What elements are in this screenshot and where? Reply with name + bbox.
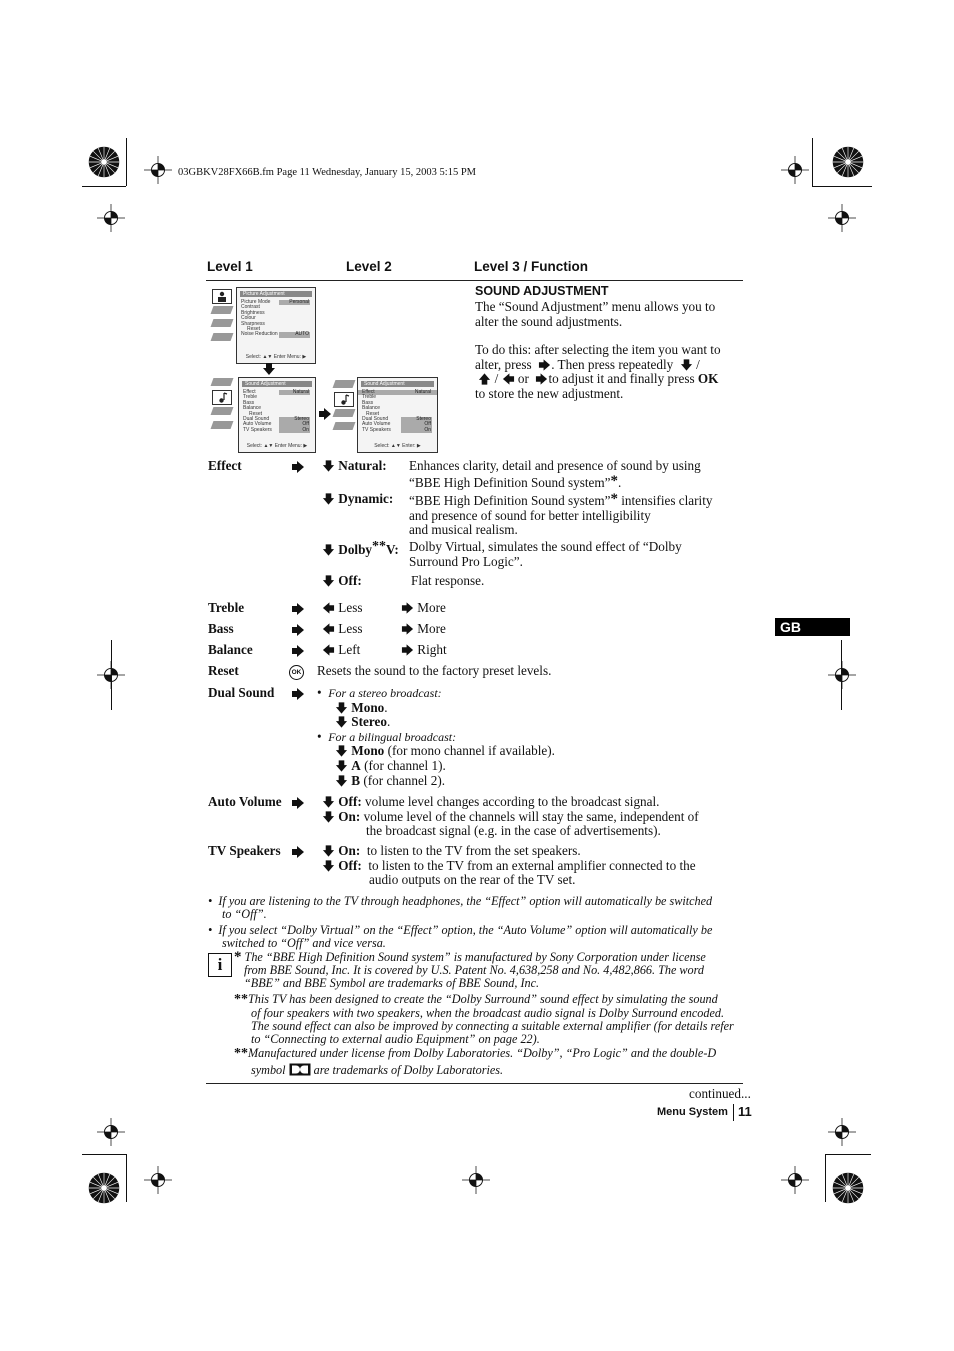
right-arrow-icon <box>291 688 305 700</box>
effect-off-text: Flat response. <box>411 573 485 588</box>
effect-natural: Natural: <box>322 459 387 474</box>
sound-adjustment-submenu: Sound Adjustment Effect Natural Treble Bass Balance Reset Dual Sound Stereo Auto Volume Off TV Speakers On Select: ▲▼ Enter: ▶ <box>357 377 438 453</box>
balance-left: Left <box>322 643 360 658</box>
bass-label: Bass <box>208 621 234 636</box>
left-arrow-icon <box>322 644 335 656</box>
registration-mark-icon <box>828 661 856 689</box>
intro-paragraph: The “Sound Adjustment” menu allows you to alter the sound adjustments. <box>475 299 716 329</box>
page-number: 11 <box>738 1104 752 1119</box>
right-arrow-icon <box>291 603 305 615</box>
dual-sound-label: Dual Sound <box>208 685 275 700</box>
treble-less: Less <box>322 601 362 616</box>
right-arrow-icon <box>291 797 305 809</box>
reset-text: Resets the sound to the factory preset levels. <box>317 663 552 678</box>
sound-adjustment-menu: Sound Adjustment Effect Natural Treble Bass Balance Reset Dual Sound Stereo Auto Volume Off TV Speakers On Select: ▲▼ Enter Menu: ▶ <box>238 377 316 453</box>
right-arrow-icon <box>401 602 414 614</box>
down-arrow-icon <box>322 544 335 556</box>
down-arrow-icon <box>322 796 335 808</box>
left-arrow-icon <box>322 602 335 614</box>
down-arrow-icon <box>335 716 348 728</box>
down-arrow-icon <box>322 460 335 472</box>
registration-mark-icon <box>828 204 856 232</box>
right-arrow-icon <box>291 624 305 636</box>
level-2-heading: Level 2 <box>346 259 392 274</box>
auto-volume-options: Off: volume level changes according to the broadcast signal. On: volume level of the channels will stay the same, independent of the broadcast signal (e.g. in the case of advertisements). <box>322 795 699 839</box>
sound-tab-icon <box>212 390 232 405</box>
sound-tab-icon <box>334 392 354 407</box>
down-arrow-icon <box>680 359 693 371</box>
footer-section-title: Menu System <box>657 1106 728 1118</box>
registration-mark-icon <box>781 156 809 184</box>
effect-dynamic: Dynamic: <box>322 492 393 507</box>
dolby-double-d-logo-icon <box>289 1063 311 1076</box>
dual-sound-options: • For a stereo broadcast: Mono. Stereo. • For a bilingual broadcast: Mono (for mono channel if available). A (for channel 1). B (for channel 2). <box>317 685 555 788</box>
registration-mark-icon <box>144 1166 172 1194</box>
left-arrow-icon <box>502 373 515 385</box>
down-arrow-icon <box>335 760 348 772</box>
note-dolby-virtual: • If you select “Dolby Virtual” on the “Effect” option, the “Auto Volume” option will automatically be switched to “Off” and vice versa. <box>208 923 713 950</box>
treble-label: Treble <box>208 600 245 615</box>
effect-row: Effect <box>208 458 242 473</box>
starburst-registration-icon <box>830 144 866 180</box>
down-arrow-icon <box>322 860 335 872</box>
right-arrow-icon <box>318 408 332 420</box>
registration-mark-icon <box>462 1166 490 1194</box>
effect-dolby-text: Dolby Virtual, simulates the sound effect of “Dolby Surround Pro Logic”. <box>409 539 682 569</box>
instruction-paragraph: To do this: after selecting the item you want to alter, press . Then press repeatedly / / or to adjust it and finally press OK to store the new adjustment. <box>475 342 721 401</box>
picture-adjustment-menu: Picture Adjustment Picture Mode Personal Contrast Brightness Colour Sharpness Reset Noise Reduction AUTO Select: ▲▼ Enter Menu: ▶ <box>236 287 316 364</box>
down-arrow-icon <box>335 775 348 787</box>
right-arrow-icon <box>291 846 305 858</box>
effect-dolby: Dolby**V: <box>322 540 399 558</box>
effect-dynamic-text: “BBE High Definition Sound system”* intensifies clarity and presence of sound for better intelligibility and musical realism. <box>409 491 713 538</box>
footnote-dolby-license: **Manufactured under license from Dolby Laboratories. “Dolby”, “Pro Logic” and the double-D symbol are trademarks of Dolby Laboratories. <box>234 1046 717 1077</box>
level-1-heading: Level 1 <box>207 259 253 274</box>
auto-volume-label: Auto Volume <box>208 794 282 809</box>
right-arrow-icon <box>401 623 414 635</box>
right-arrow-icon <box>291 461 305 473</box>
bass-less: Less <box>322 622 362 637</box>
down-arrow-icon <box>322 845 335 857</box>
starburst-registration-icon <box>86 1170 122 1206</box>
bottom-rule <box>206 1083 743 1084</box>
file-header: 03GBKV28FX66B.fm Page 11 Wednesday, January 15, 2003 5:15 PM <box>178 167 476 178</box>
registration-mark-icon <box>828 1118 856 1146</box>
starburst-registration-icon <box>830 1170 866 1206</box>
down-arrow-icon <box>335 702 348 714</box>
ok-button-icon: OK <box>289 665 304 680</box>
effect-natural-text: Enhances clarity, detail and presence of sound by using “BBE High Definition Sound system”*. <box>409 458 701 490</box>
right-arrow-icon <box>538 359 551 371</box>
down-arrow-icon <box>322 575 335 587</box>
right-arrow-icon <box>291 645 305 657</box>
registration-mark-icon <box>97 204 125 232</box>
registration-mark-icon <box>144 156 172 184</box>
tv-speakers-label: TV Speakers <box>208 843 281 858</box>
footer-divider <box>733 1104 734 1121</box>
treble-more: More <box>401 601 446 616</box>
right-arrow-icon <box>401 644 414 656</box>
right-arrow-icon <box>535 373 548 385</box>
registration-mark-icon <box>97 1118 125 1146</box>
down-arrow-icon <box>322 493 335 505</box>
reset-label: Reset <box>208 663 239 678</box>
tv-speakers-options: On: to listen to the TV from the set speakers. Off: to listen to the TV from an external amplifier connected to the audio outputs on the rear of the TV set. <box>322 844 696 888</box>
note-headphones: • If you are listening to the TV through headphones, the “Effect” option will automatically be switched to “Off”. <box>208 894 713 921</box>
down-arrow-icon <box>335 745 348 757</box>
continued-text: continued... <box>689 1086 751 1101</box>
up-arrow-icon <box>478 373 491 385</box>
info-icon: i <box>208 953 232 977</box>
down-arrow-icon <box>262 363 276 375</box>
down-arrow-icon <box>322 811 335 823</box>
left-arrow-icon <box>322 623 335 635</box>
picture-tab-icon <box>212 289 232 304</box>
balance-right: Right <box>401 643 447 658</box>
starburst-registration-icon <box>86 144 122 180</box>
language-tab: GB <box>775 618 850 636</box>
section-heading: SOUND ADJUSTMENT <box>475 284 609 298</box>
level-3-heading: Level 3 / Function <box>474 259 589 274</box>
bass-more: More <box>401 622 446 637</box>
effect-off: Off: <box>322 574 362 589</box>
heading-rule <box>206 280 743 281</box>
footnote-bbe: * The “BBE High Definition Sound system” is manufactured by Sony Corporation under license from BBE Sound, Inc. It is covered by U.S. Patent No. 4,638,258 and No. 4,482,866. The word “BBE” and BBE Symbol are trademarks of BBE Sound, Inc. <box>234 949 706 990</box>
registration-mark-icon <box>781 1166 809 1194</box>
footnote-dolby-surround: **This TV has been designed to create the “Dolby Surround” sound effect by simulating the sound of four speakers with two speakers, when the broadcast audio signal is Dolby Surround encoded. The sound effect can also be improved by connecting a suitable external amplifier (for details refer to “Connecting to external audio Equipment” on page 22). <box>234 992 734 1046</box>
balance-label: Balance <box>208 642 253 657</box>
